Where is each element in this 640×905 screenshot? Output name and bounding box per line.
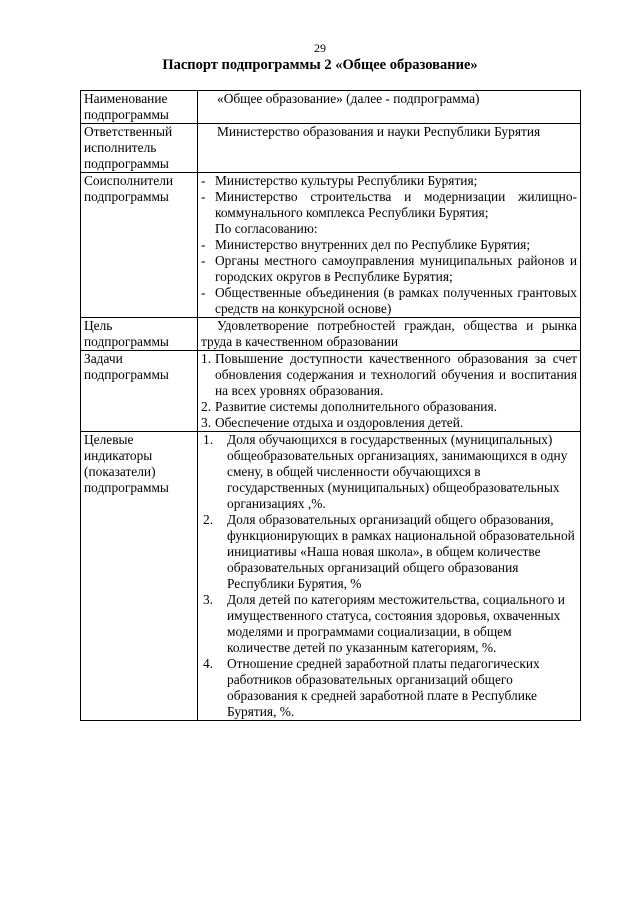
dash-bullet: -	[201, 285, 206, 300]
list-item	[201, 237, 577, 253]
list-item-text: Повышение доступности качественного образования за счет обновления содержания и технологий обучения и воспитания на всех уровнях образования.	[215, 351, 577, 398]
dash-bullet: -	[201, 173, 206, 188]
list-item-text: Доля обучающихся в государственных (муниципальных) общеобразовательных организациях, занимающихся в одну смену, в общей численности обучающихся в государственных (муниципальных) общеобразовательных организациях ,%.	[227, 432, 568, 511]
item-number: 2.	[203, 512, 214, 527]
list-item-text: Министерство внутренних дел по Республике Бурятия;	[215, 237, 531, 252]
list-item-text: Органы местного самоуправления муниципальных районов и городских округов в Республике Бурятия;	[215, 253, 577, 284]
item-number: 4.	[203, 656, 214, 671]
page-title: Паспорт подпрограммы 2 «Общее образование»	[162, 57, 478, 73]
list-item	[201, 512, 577, 592]
list-item	[201, 399, 577, 415]
row-value-responsible: Министерство образования и науки Республики Бурятия	[198, 124, 581, 173]
list-item	[201, 189, 577, 221]
row-label-goal: Цель подпрограммы	[81, 318, 198, 351]
row-value-goal: Удовлетворение потребностей граждан, общества и рынка труда в качественном образовании	[198, 318, 581, 351]
row-label-tasks: Задачи подпрограммы	[81, 351, 198, 432]
table-row-co-executors	[81, 173, 581, 318]
row-label-indicators: Целевые индикаторы (показатели) подпрограммы	[81, 432, 198, 721]
list-item	[201, 656, 577, 720]
table-row-goal	[81, 318, 581, 351]
row-value-tasks	[198, 351, 581, 432]
list-item-text: Обеспечение отдыха и оздоровления детей.	[215, 415, 464, 430]
tasks-list	[201, 351, 577, 431]
list-item	[201, 173, 577, 189]
list-item	[201, 415, 577, 431]
list-item-text: Министерство культуры Республики Бурятия;	[215, 173, 478, 188]
row-value-co-executors	[198, 173, 581, 318]
table-row-responsible	[81, 124, 581, 173]
dash-bullet: -	[201, 253, 206, 268]
co-executors-list	[201, 173, 577, 221]
list-item	[201, 285, 577, 317]
list-item-text: Отношение средней заработной платы педагогических работников образовательных организаций общего образования к средней заработной плате в Республике Бурятия, %.	[227, 656, 540, 719]
item-number: 1.	[201, 351, 212, 366]
list-item	[201, 253, 577, 285]
table-row-tasks	[81, 351, 581, 432]
co-executors-agreed-list	[201, 237, 577, 317]
indicators-list	[201, 432, 577, 720]
table-row-name	[81, 91, 581, 124]
passport-table	[80, 90, 581, 721]
list-item-text: Развитие системы дополнительного образования.	[215, 399, 497, 414]
item-number: 3.	[203, 592, 214, 607]
item-number: 2.	[201, 399, 212, 414]
item-number: 1.	[203, 432, 214, 447]
dash-bullet: -	[201, 237, 206, 252]
list-item-text: Доля образовательных организаций общего образования, функционирующих в рамках национальной образовательной инициативы «Наша новая школа», в общем количестве образовательных организаций общего образования Республики Бурятия, %	[227, 512, 575, 591]
list-item-text: Доля детей по категориям местожительства, социального и имущественного статуса, состояния здоровья, охваченных моделями и программами социализации, в общем количестве детей по указанным категориям, %.	[227, 592, 565, 655]
row-label-responsible: Ответственный исполнитель подпрограммы	[81, 124, 198, 173]
list-item-text: Общественные объединения (в рамках полученных грантовых средств на конкурсной основе)	[215, 285, 577, 316]
list-item	[201, 592, 577, 656]
dash-bullet: -	[201, 189, 206, 204]
table-row-indicators	[81, 432, 581, 721]
row-value-indicators	[198, 432, 581, 721]
row-value-name: «Общее образование» (далее - подпрограмма)	[198, 91, 581, 124]
list-item	[201, 432, 577, 512]
item-number: 3.	[201, 415, 212, 430]
row-label-co-executors: Соисполнители подпрограммы	[81, 173, 198, 318]
page-number: 29	[314, 41, 326, 55]
row-label-name: Наименование подпрограммы	[81, 91, 198, 124]
list-item	[201, 351, 577, 399]
by-agreement-label: По согласованию:	[215, 221, 318, 236]
list-item-text: Министерство строительства и модернизации жилищно-коммунального комплекса Республики Бурятия;	[215, 189, 577, 220]
